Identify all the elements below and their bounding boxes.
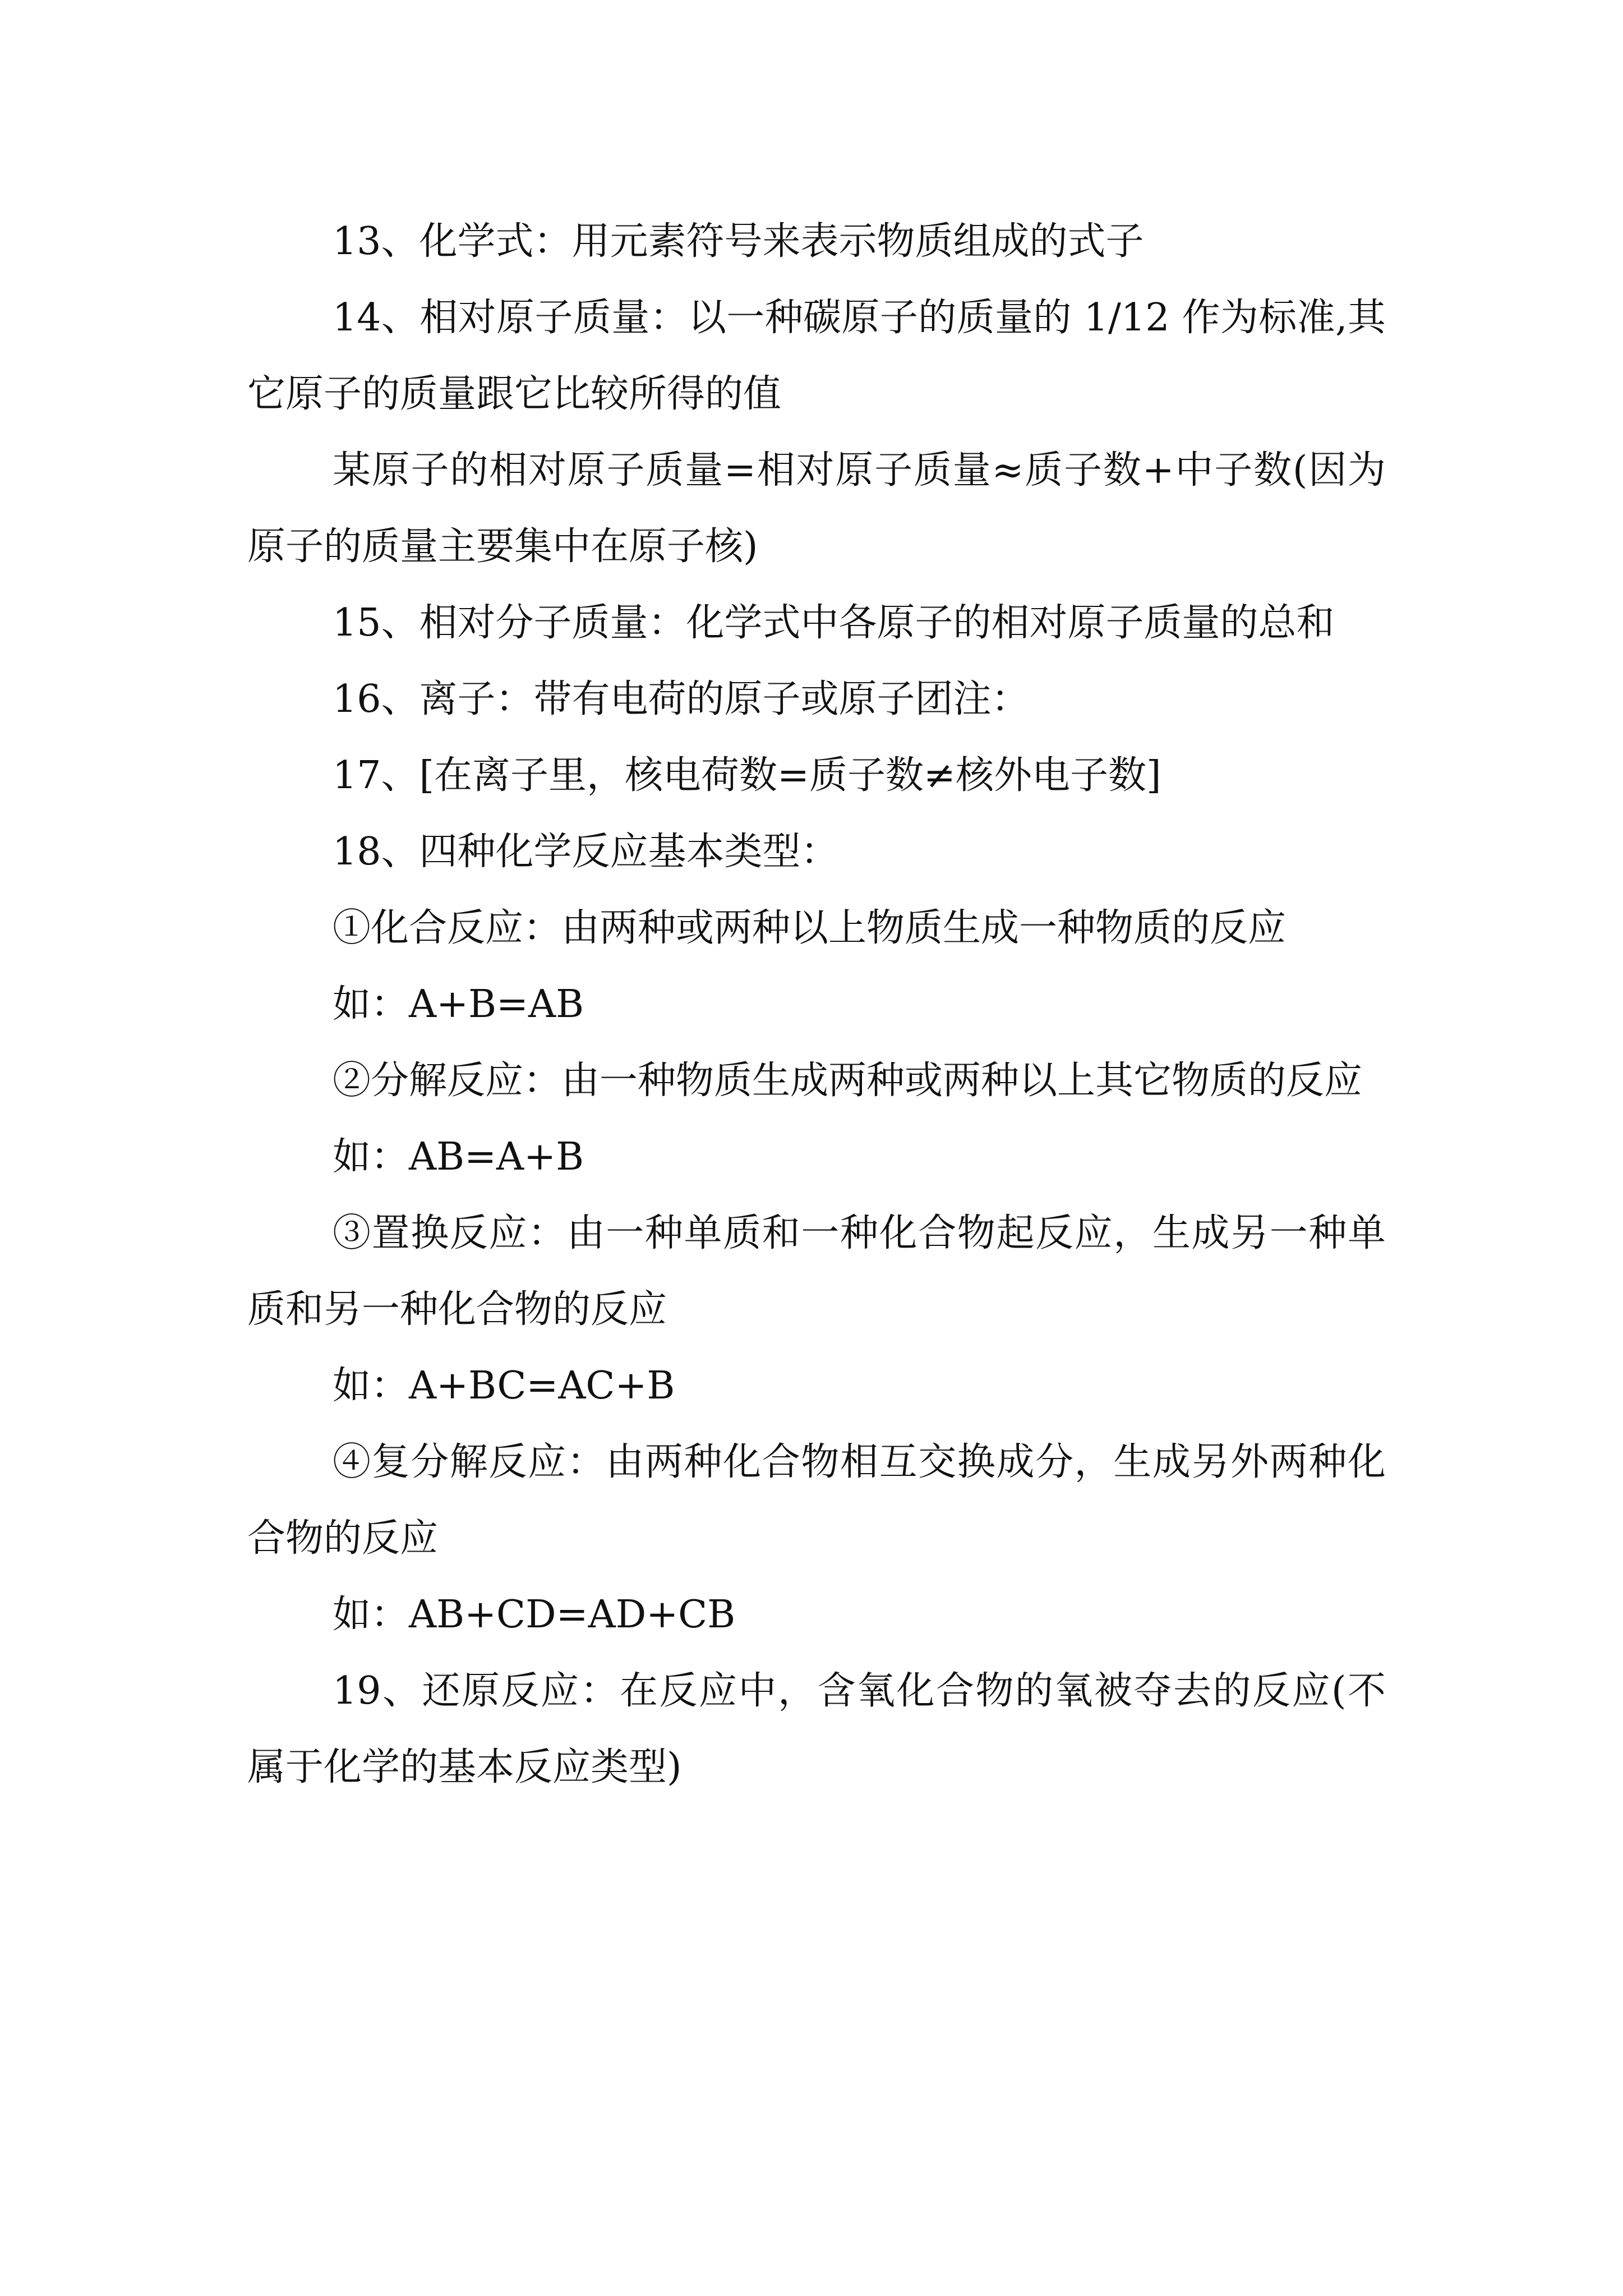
displacement-example: 如：A+BC=AC+B: [333, 1364, 675, 1408]
definition-relative-atomic-mass: 14、相对原子质量：以一种碳原子的质量的 1/12 作为标准,其它原子的质量跟它比较所得的值: [247, 296, 1386, 416]
relative-atomic-mass-formula: 某原子的相对原子质量=相对原子质量≈质子数+中子数(因为原子的质量主要集中在原子核): [247, 448, 1386, 569]
reaction-types-heading: 18、四种化学反应基本类型：: [333, 830, 839, 874]
double-displacement-example: 如：AB+CD=AD+CB: [333, 1593, 736, 1637]
displacement-reaction: ③置换反应：由一种单质和一种化合物起反应，生成另一种单质和另一种化合物的反应: [247, 1211, 1386, 1332]
combination-reaction: ①化合反应：由两种或两种以上物质生成一种物质的反应: [333, 906, 1287, 950]
definition-reduction-reaction: 19、还原反应：在反应中，含氧化合物的氧被夺去的反应(不属于化学的基本反应类型): [247, 1669, 1386, 1789]
definition-relative-molecular-mass: 15、相对分子质量：化学式中各原子的相对原子质量的总和: [333, 601, 1335, 645]
document-body: [247, 204, 1386, 1806]
combination-example: 如：A+B=AB: [333, 982, 584, 1027]
definition-chemical-formula: 13、化学式：用元素符号来表示物质组成的式子: [333, 219, 1144, 264]
ion-charge-note: 17、[在离子里，核电荷数=质子数≠核外电子数]: [333, 753, 1161, 798]
decomposition-reaction: ②分解反应：由一种物质生成两种或两种以上其它物质的反应: [333, 1059, 1363, 1103]
decomposition-example: 如：AB=A+B: [333, 1135, 584, 1179]
double-displacement-reaction: ④复分解反应：由两种化合物相互交换成分，生成另外两种化合物的反应: [247, 1440, 1386, 1561]
definition-ion: 16、离子：带有电荷的原子或原子团注：: [333, 677, 1030, 721]
